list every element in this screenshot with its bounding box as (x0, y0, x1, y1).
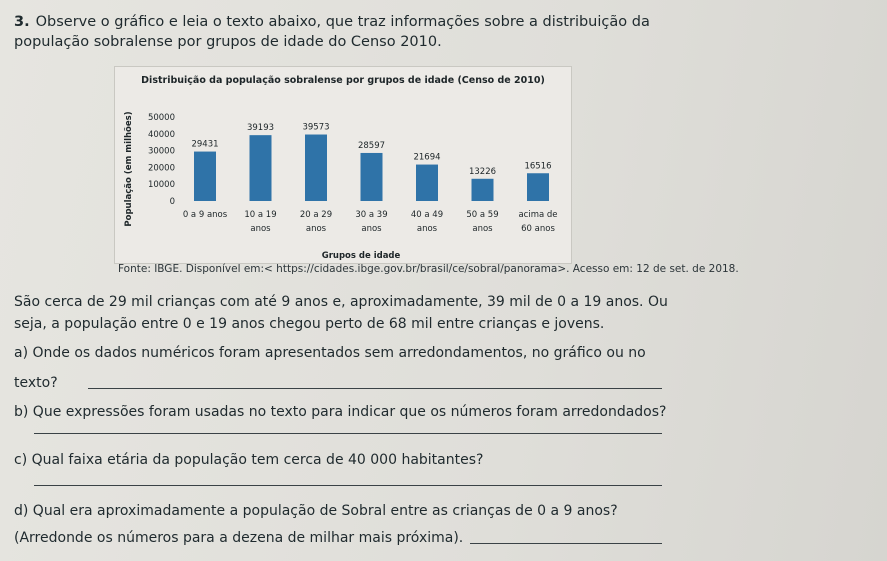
bar-chart (115, 67, 571, 263)
bar-3 (361, 153, 383, 201)
x-tick-label-1: anos (250, 224, 271, 234)
y-tick-label: 20000 (147, 163, 175, 174)
bar-1 (250, 135, 272, 201)
question-number: 3. (14, 14, 30, 30)
x-tick-label-3: 30 a 39 (355, 210, 388, 220)
bar-0 (194, 152, 216, 201)
question-header (14, 12, 674, 52)
item-d-line1: d) Qual era aproximadamente a população de Sobral entre as crianças de 0 a 9 anos? (14, 503, 618, 519)
item-a-line1: a) Onde os dados numéricos foram apresentados sem arredondamentos, no gráfico ou no (14, 345, 646, 361)
item-a-line2: texto? (14, 375, 58, 391)
answer-line-b[interactable] (34, 433, 662, 434)
paragraph-line1: São cerca de 29 mil crianças com até 9 anos e, aproximadamente, 39 mil de 0 a 19 anos. Ou (14, 294, 668, 310)
item-c: c) Qual faixa etária da população tem cerca de 40 000 habitantes? (14, 452, 484, 468)
item-d-line2: (Arredonde os números para a dezena de milhar mais próxima). (14, 530, 464, 546)
item-b: b) Que expressões foram usadas no texto para indicar que os números foram arredondados? (14, 404, 667, 420)
x-tick-label-0: 0 a 9 anos (182, 210, 228, 220)
bar-4 (416, 165, 438, 201)
y-tick-label: 0 (169, 197, 175, 207)
x-tick-label-2: anos (305, 224, 327, 234)
chart-container (114, 66, 572, 264)
source-citation: Fonte: IBGE. Disponível em:< https://cidades.ibge.gov.br/brasil/ce/sobral/panorama>. Acesso em: 12 de set. de 2018. (118, 263, 739, 275)
x-tick-label-3: anos (361, 224, 382, 234)
answer-line-c[interactable] (34, 485, 662, 486)
data-label-2: 39573 (302, 122, 330, 133)
bar-6 (527, 173, 549, 201)
data-label-0: 29431 (191, 139, 219, 150)
x-axis-label: Grupos de idade (321, 251, 401, 261)
y-tick-label: 40000 (147, 129, 175, 140)
y-tick-label: 50000 (147, 113, 175, 123)
paragraph-line2: seja, a população entre 0 e 19 anos chegou perto de 68 mil entre crianças e jovens. (14, 316, 605, 332)
question-intro-line1: Observe o gráfico e leia o texto abaixo, que traz informações sobre a distribuição da (35, 14, 650, 30)
x-tick-label-5: anos (472, 224, 493, 234)
bar-2 (305, 135, 327, 201)
x-tick-label-4: anos (416, 224, 438, 234)
y-tick-label: 30000 (147, 146, 175, 157)
y-tick-label: 10000 (147, 180, 175, 191)
x-tick-label-6: 60 anos (521, 224, 555, 234)
x-tick-label-4: 40 a 49 (410, 210, 444, 220)
answer-line-d[interactable] (470, 543, 662, 544)
x-tick-label-5: 50 a 59 (466, 210, 499, 220)
data-label-3: 28597 (357, 140, 386, 151)
x-tick-label-2: 20 a 29 (299, 210, 333, 220)
x-tick-label-1: 10 a 19 (244, 210, 277, 220)
data-label-4: 21694 (413, 152, 441, 163)
question-intro-line2: população sobralense por grupos de idade do Censo 2010. (14, 34, 442, 50)
data-label-6: 16516 (524, 161, 552, 172)
chart-title: Distribuição da população sobralense por grupos de idade (Censo de 2010) (141, 75, 545, 86)
bar-5 (472, 179, 494, 201)
answer-line-a[interactable] (88, 388, 662, 389)
y-axis-label: População (em milhões) (124, 111, 134, 227)
x-tick-label-6: acima de (518, 210, 558, 220)
data-label-1: 39193 (246, 123, 275, 134)
data-label-5: 13226 (468, 166, 497, 177)
